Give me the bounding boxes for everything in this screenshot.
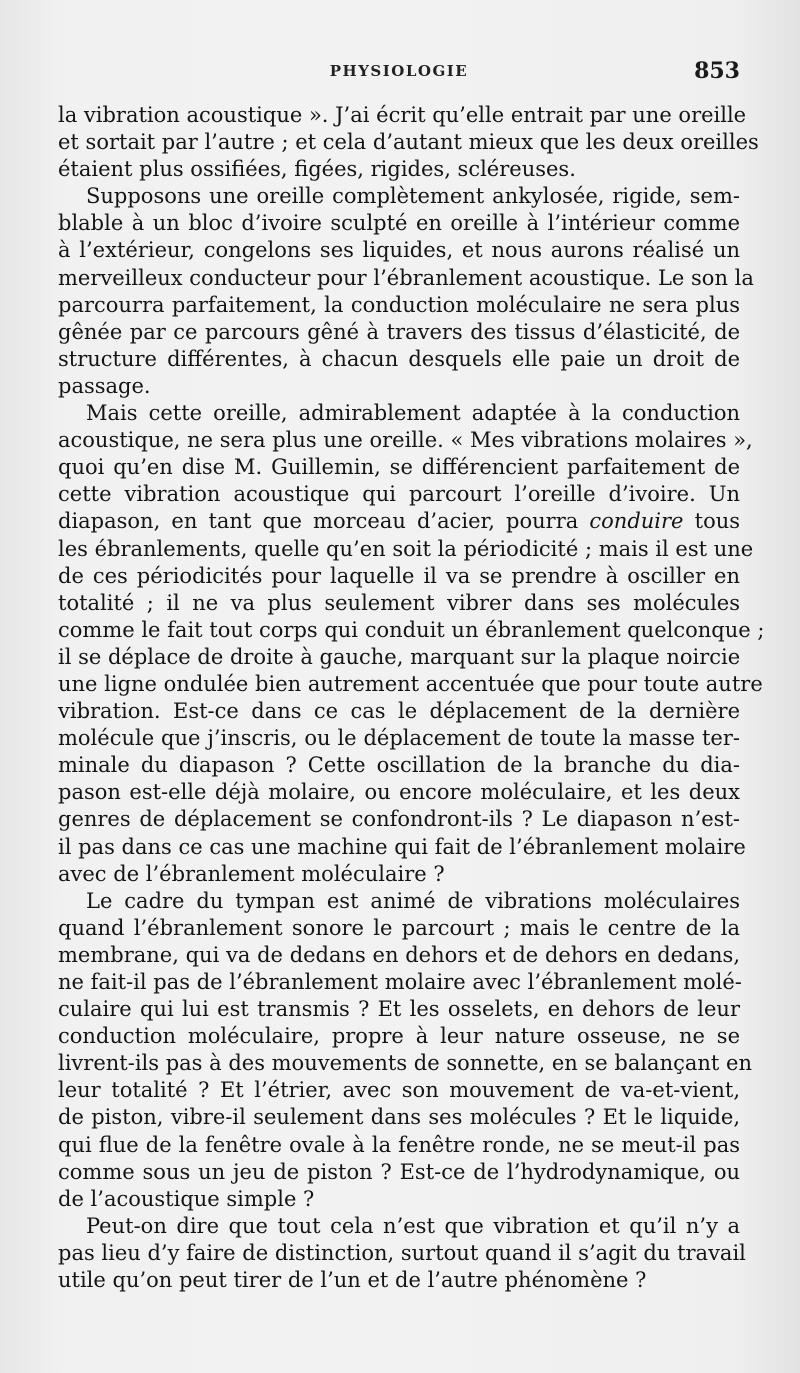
text-line: étaient plus ossifiées, figées, rigides, scléreuses. [58, 157, 576, 182]
text-line: de piston, vibre-il seulement dans ses molécules ? Et le liquide, [58, 1105, 740, 1130]
text-line: conduction moléculaire, propre à leur nature osseuse, ne se [58, 1024, 740, 1049]
text-line: à l’extérieur, congelons ses liquides, et nous aurons réalisé un [58, 238, 740, 263]
text-line: Mais cette oreille, admirablement adaptée à la conduction [86, 401, 740, 426]
text-line: et sortait par l’autre ; et cela d’autant mieux que les deux oreilles [58, 130, 759, 155]
text-line: il se déplace de droite à gauche, marquant sur la plaque noircie [58, 644, 741, 669]
text-line: blable à un bloc d’ivoire sculpté en oreille à l’intérieur comme [58, 211, 740, 236]
text-line: une ligne ondulée bien autrement accentuée que pour toute autre [58, 671, 763, 696]
running-title: PHYSIOLOGIE [329, 62, 469, 80]
text-line: comme sous un jeu de piston ? Est-ce de l’hydrodynamique, ou [58, 1159, 740, 1184]
text-segment: diapason, en tant que morceau d’acier, pourra [58, 509, 590, 534]
paragraph [58, 400, 765, 888]
text-line: leur totalité ? Et l’étrier, avec son mouvement de va-et-vient, [58, 1078, 740, 1103]
text-line: Supposons une oreille complètement ankylosée, rigide, sem- [86, 184, 740, 209]
text-line: passage. [58, 373, 151, 398]
text-line: comme le fait tout corps qui conduit un ébranlement quelconque ; [58, 617, 765, 642]
body-text [58, 102, 765, 1294]
text-line: totalité ; il ne va plus seulement vibrer dans ses molécules [58, 590, 740, 615]
text-line: molécule que j’inscris, ou le déplacement de toute la masse ter- [58, 726, 740, 751]
text-line: gênée par ce parcours gêné à travers des tissus d’élasticité, de [58, 319, 740, 344]
text-line: livrent-ils pas à des mouvements de sonnette, en se balançant en [58, 1051, 752, 1076]
text-line: minale du diapason ? Cette oscillation de la branche du dia- [58, 753, 740, 778]
text-line: Peut-on dire que tout cela n’est que vibration et qu’il n’y a [86, 1213, 740, 1238]
text-line: quoi qu’en dise M. Guillemin, se différencient parfaitement de [58, 455, 740, 480]
text-line: qui flue de la fenêtre ovale à la fenêtre ronde, ne se meut-il pas [58, 1132, 740, 1157]
page-number: 853 [694, 58, 740, 84]
text-line: genres de déplacement se confondront-ils ? Le diapason n’est- [58, 807, 740, 832]
text-line [58, 508, 740, 535]
paragraph [58, 1213, 746, 1294]
text-line: ne fait-il pas de l’ébranlement molaire avec l’ébranlement molé- [58, 970, 742, 994]
paragraph [58, 888, 752, 1213]
text-line: les ébranlements, quelle qu’en soit la périodicité ; mais il est une [58, 536, 754, 561]
running-head [58, 58, 740, 88]
text-line: pason est-elle déjà molaire, ou encore moléculaire, et les deux [58, 780, 740, 805]
text-line: utile qu’on peut tirer de l’un et de l’autre phénomène ? [58, 1268, 647, 1293]
text-line: culaire qui lui est transmis ? Et les osselets, en dehors de leur [58, 997, 740, 1022]
text-line: de l’acoustique simple ? [58, 1186, 315, 1211]
text-line: de ces périodicités pour laquelle il va se prendre à osciller en [58, 563, 740, 588]
text-line: la vibration acoustique ». J’ai écrit qu’elle entrait par une oreille [58, 103, 747, 127]
paragraph [58, 102, 759, 183]
text-line: membrane, qui va de dedans en dehors et de dehors en dedans, [58, 942, 740, 967]
text-line: il pas dans ce cas une machine qui fait de l’ébranlement molaire [58, 834, 746, 859]
text-line: structure différentes, à chacun desquels elle paie un droit de [58, 346, 740, 371]
text-line: vibration. Est-ce dans ce cas le déplacement de la dernière [58, 699, 740, 724]
text-line: Le cadre du tympan est animé de vibrations moléculaires [86, 888, 740, 913]
text-line: parcourra parfaitement, la conduction moléculaire ne sera plus [58, 292, 740, 317]
text-line: quand l’ébranlement sonore le parcourt ; mais le centre de la [58, 915, 740, 940]
text-line: pas lieu d’y faire de distinction, surtout quand il s’agit du travail [58, 1240, 746, 1265]
text-line: avec de l’ébranlement moléculaire ? [58, 861, 445, 886]
text-line: merveilleux conducteur pour l’ébranlement acoustique. Le son la [58, 265, 754, 290]
paragraph [58, 183, 754, 400]
text-segment: tous [683, 509, 741, 534]
text-line: acoustique, ne sera plus une oreille. « Mes vibrations molaires », [58, 428, 753, 453]
text-line: cette vibration acoustique qui parcourt l’oreille d’ivoire. Un [58, 482, 740, 507]
emphasized-word: conduire [589, 509, 684, 534]
